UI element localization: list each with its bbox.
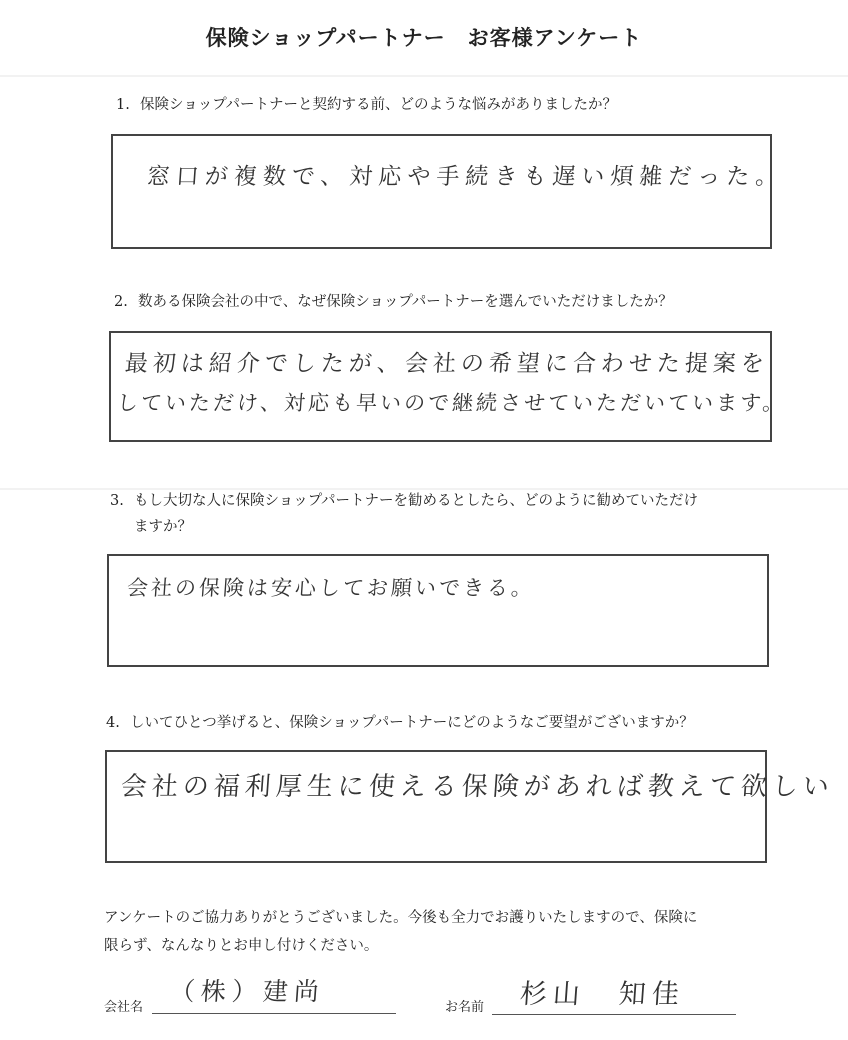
company-label: 会社名: [104, 1000, 144, 1015]
handwritten-answer: 最初は紹介でしたが、会社の希望に合わせた提案を: [123, 351, 770, 377]
handwritten-answer: 会社の保険は安心してお願いできる。: [126, 576, 536, 600]
answer-box-4[interactable]: [105, 750, 835, 863]
closing-line-1: アンケートのご協力ありがとうございました。今後も全力でお護りいたしますので、保険に: [104, 910, 698, 926]
question-text: 保険ショップパートナーと契約する前、どのような悩みがありましたか？: [140, 97, 618, 113]
closing-line-2: 限らず、なんなりとお申し付けください。: [104, 938, 379, 954]
page-title: 保険ショップパートナー お客様アンケート: [205, 25, 643, 50]
question-text: しいてひとつ挙げると、保険ショップパートナーにどのようなご要望がございますか？: [130, 715, 694, 731]
question-number: 1.: [116, 97, 130, 113]
answer-box-1[interactable]: [111, 134, 786, 249]
question-number: 4.: [106, 715, 120, 731]
scan-band: [0, 75, 848, 77]
question-text-continued: ますか？: [134, 519, 192, 535]
closing-message: [104, 904, 697, 960]
handwritten-answer: 会社の福利厚生に使える保険があれば教えて欲しい: [119, 772, 835, 802]
handwritten-answer: していただけ、対応も早いので継続させていただいています。: [116, 391, 788, 415]
question-text: 数ある保険会社の中で、なぜ保険ショップパートナーを選んでいただけましたか？: [138, 294, 673, 310]
name-underline[interactable]: [492, 1014, 736, 1015]
question-1: [116, 92, 617, 118]
company-underline[interactable]: [152, 1013, 396, 1014]
question-4: [106, 710, 694, 736]
person-name-handwritten: 杉山 知佳: [518, 979, 686, 1010]
answer-box-3[interactable]: [107, 554, 769, 667]
answer-box-2[interactable]: [109, 331, 788, 442]
question-3: [110, 488, 698, 540]
company-name-handwritten: （株）建尚: [168, 977, 326, 1006]
question-number: 2.: [114, 294, 128, 310]
question-number: 3.: [110, 493, 124, 509]
handwritten-answer: 窓口が複数で、対応や手続きも遅い煩雑だった。: [145, 164, 786, 190]
name-label: お名前: [445, 1000, 485, 1015]
question-text: もし大切な人に保険ショップパートナーを勧めるとしたら、どのように勧めていただけ: [134, 493, 699, 509]
question-2: [114, 289, 673, 315]
